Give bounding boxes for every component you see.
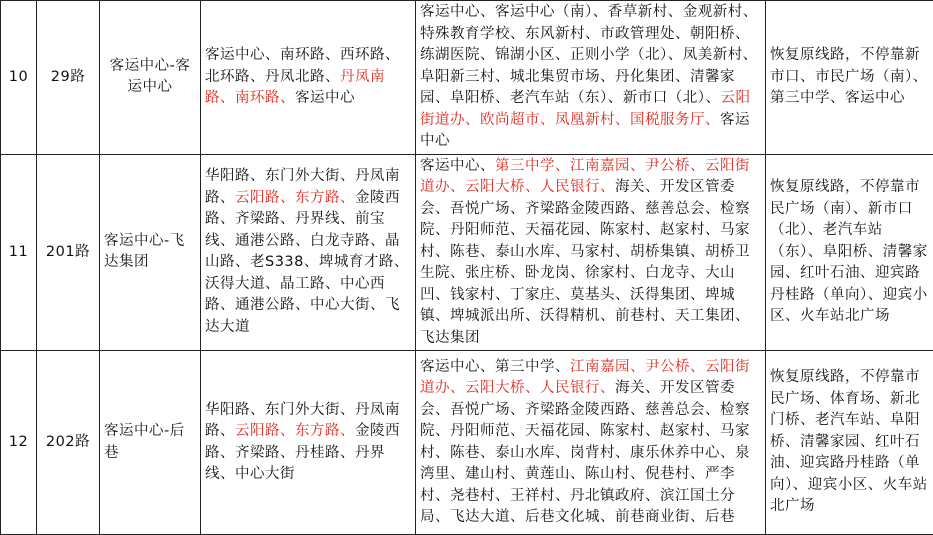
route-name: 客运中心-后巷: [100, 351, 201, 535]
restore-note: 恢复原线路，不停靠市民广场（南）、新市口（北）、老汽车站（东）、阜阳桥、清馨家园、红叶石油、迎宾路丹桂路（单向）、迎宾小区、火车站北广场: [766, 154, 933, 351]
detour-segment: 江南嘉园、尹公桥、云阳街道办、云阳大桥、人民银行、: [420, 359, 750, 397]
route-number: 202路: [37, 351, 100, 535]
row-index: 10: [1, 1, 37, 155]
detour-roads: [201, 351, 416, 535]
detour-roads: [201, 1, 416, 155]
text-segment: 客运中心、: [420, 158, 495, 174]
table-row: [1, 351, 933, 535]
text-segment: 客运中心、客运中心（南）、香草新村、金观新村、特殊教育学校、东风新村、市政管理处、朝阳桥、练湖医院、锦湖小区、正则小学（北）、凤美新村、阜阳新三村、城北集贸市场、丹化集团、清馨家园、阜阳桥、老汽车站（东）、新市口（北）、: [420, 4, 758, 106]
text-segment: 海关、开发区管委会、吾悦广场、齐梁路金陵西路、慈善总会、检察院、丹阳师范、天福花园、陈家村、赵家村、马家村、陈巷、泰山水库、岗背村、康乐休养中心、泉湾里、建山村、黄莲山、陈山村、倪巷村、严李村、尧巷村、王祥村、丹北镇政府、滨江国土分局、飞达大道、后巷文化城、前巷商业街、后巷: [420, 380, 750, 525]
table-body: [1, 1, 933, 535]
detour-segment: 云阳街道办、欧尚超市、凤凰新村、国税服务厅、: [420, 90, 751, 128]
text-segment: 金陵西路、齐梁路、丹桂路、丹界线、中心大街: [205, 423, 400, 482]
restore-note: 恢复原线路，不停靠市民广场、体育场、新北门桥、老汽车站、阜阳桥、清馨家园、红叶石油、迎宾路丹桂路（单向）、迎宾小区、火车站北广场: [766, 351, 933, 535]
stops-list: [416, 351, 766, 535]
text-segment: 海关、开发区管委会、吾悦广场、齐梁路金陵西路、慈善总会、检察院、丹阳师范、天福花园、陈家村、赵家村、马家村、陈巷、泰山水库、马家村、胡桥集镇、胡桥卫生院、张庄桥、卧龙岗、徐家村、白龙寺、大山凹、钱家村、丁家庄、莫基头、沃得集团、埤城镇、埤城派出所、沃得精机、前巷村、天工集团、飞达集团: [420, 179, 750, 346]
text-segment: 客运中心: [295, 90, 355, 106]
table-row: [1, 154, 933, 351]
detour-segment: 云阳路、东方路、: [235, 190, 355, 206]
detour-segment: 第三中学、江南嘉园、尹公桥、云阳街道办、云阳大桥、人民银行、: [420, 158, 750, 196]
restore-note: 恢复原线路，不停靠新市口、市民广场（南）、第三中学、客运中心: [766, 1, 933, 155]
route-name: 客运中心-飞达集团: [100, 154, 201, 351]
text-segment: 华阳路、东门外大街、丹凤南路、: [205, 168, 400, 206]
detour-segment: 云阳路、东方路、: [235, 423, 355, 439]
text-segment: 华阳路、东门外大街、丹凤南路、: [205, 402, 400, 440]
route-name: 客运中心-客运中心: [100, 1, 201, 155]
text-segment: 客运中心、南环路、西环路、北环路、丹凤北路、: [205, 47, 400, 85]
route-number: 29路: [37, 1, 100, 155]
stops-list: [416, 1, 766, 155]
stops-list: [416, 154, 766, 351]
detour-segment: 丹凤南路、南环路、: [205, 69, 385, 107]
text-segment: 客运中心、第三中学、: [420, 359, 570, 375]
row-index: 11: [1, 154, 37, 351]
route-number: 201路: [37, 154, 100, 351]
row-index: 12: [1, 351, 37, 535]
text-segment: 客运中心: [420, 112, 750, 150]
table-row: [1, 1, 933, 155]
detour-roads: [201, 154, 416, 351]
text-segment: 金陵西路、齐梁路、丹界线、前宝线、通港公路、白龙寺路、晶山路、老S338、埤城育才路、沃得大道、晶工路、中心西路、通港公路、中心大街、飞达大道: [205, 190, 409, 335]
